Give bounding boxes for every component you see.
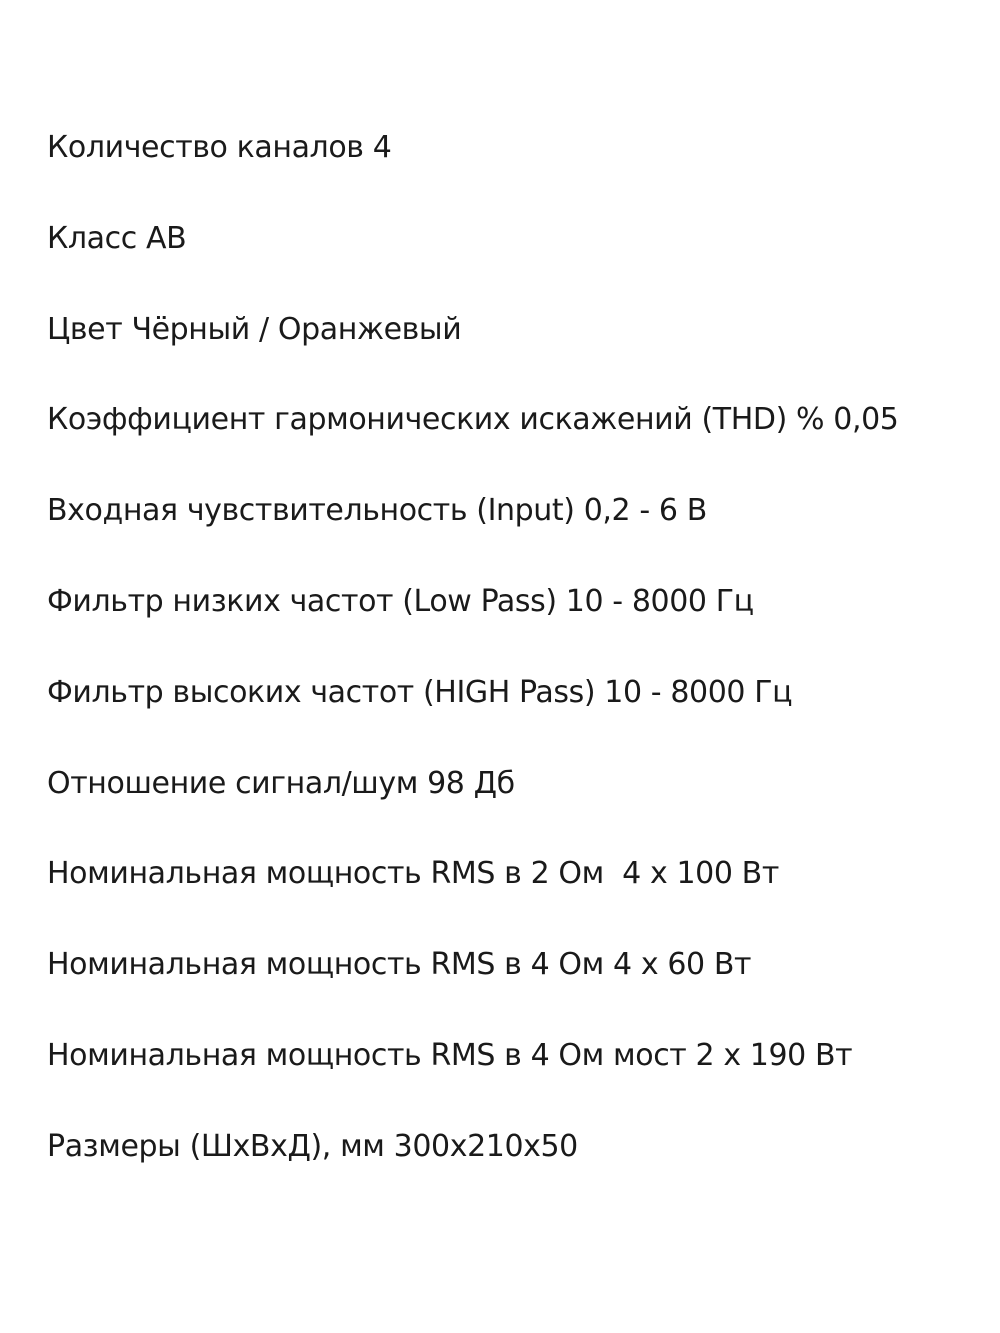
spec-signal-noise: Отношение сигнал/шум 98 Дб	[47, 765, 515, 801]
spec-high-pass: Фильтр высоких частот (HIGH Pass) 10 - 8000 Гц	[47, 674, 793, 710]
spec-list	[47, 124, 898, 1214]
spec-dimensions: Размеры (ШхВхД), мм 300х210х50	[47, 1128, 578, 1164]
spec-rms-4-ohm: Номинальная мощность RMS в 4 Ом 4 х 60 Вт	[47, 947, 752, 983]
spec-rms-4-ohm-bridge: Номинальная мощность RMS в 4 Ом мост 2 х 190 Вт	[47, 1037, 853, 1073]
spec-color: Цвет Чёрный / Оранжевый	[47, 311, 462, 347]
spec-input-sensitivity: Входная чувствительность (Input) 0,2 - 6 В	[47, 493, 707, 529]
spec-rms-2-ohm: Номинальная мощность RMS в 2 Ом 4 х 100 Вт	[47, 856, 779, 892]
spec-channels: Количество каналов 4	[47, 130, 392, 165]
spec-low-pass: Фильтр низких частот (Low Pass) 10 - 8000 Гц	[47, 583, 754, 619]
spec-class: Класс AB	[47, 220, 187, 256]
spec-thd: Коэффициент гармонических искажений (THD) % 0,05	[47, 402, 899, 438]
